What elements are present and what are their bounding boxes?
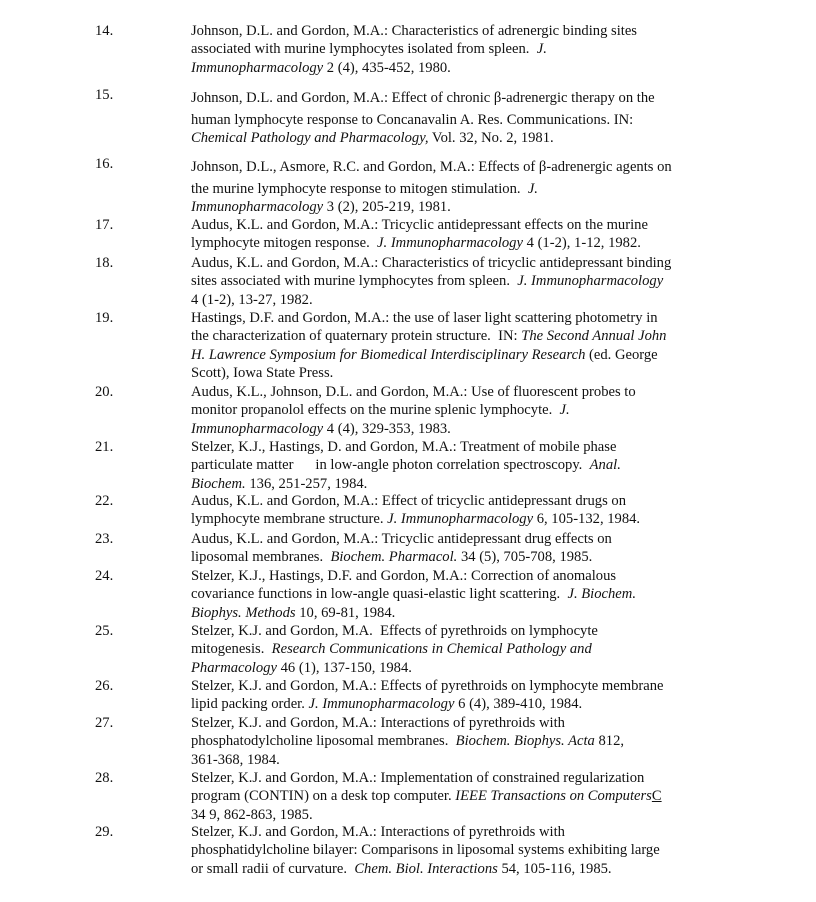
citation-line	[191, 198, 731, 216]
citation-text: Johnson, D.L., Asmore, R.C. and Gordon, M.A.: Effects of β-adrenergic agents on	[191, 159, 672, 175]
reference-number: 26.	[95, 678, 114, 694]
citation-text: Johnson, D.L. and Gordon, M.A.: Characteristics of adrenergic binding sites	[191, 23, 637, 39]
citation-text: 4 (4), 329-353, 1983.	[323, 420, 451, 437]
reference-citation	[191, 438, 731, 493]
citation-text: Audus, K.L. and Gordon, M.A.: Effect of tricyclic antidepressant drugs on	[191, 493, 627, 509]
journal-title: Immunopharmacology	[191, 199, 324, 216]
citation-text: phosphatodylcholine liposomal membranes.	[191, 733, 456, 750]
citation-text: (ed. George	[585, 346, 658, 363]
citation-text: particulate matter in low-angle photon correlation spectroscopy.	[191, 457, 590, 474]
citation-line	[191, 585, 731, 603]
journal-title: Biophys. Methods	[191, 604, 296, 621]
reference-number: 22.	[95, 493, 114, 509]
citation-text: covariance functions in low-angle quasi-elastic light scattering.	[191, 586, 568, 603]
citation-line	[191, 40, 731, 58]
reference-citation	[191, 155, 731, 217]
citation-line	[191, 659, 731, 677]
citation-line	[191, 129, 731, 147]
citation-text: or small radii of curvature.	[191, 860, 355, 877]
citation-text: Stelzer, K.J. and Gordon, M.A.: Interactions of pyrethroids with	[191, 824, 565, 840]
citation-line	[191, 510, 731, 528]
reference-number: 24.	[95, 568, 114, 584]
journal-title: Biochem. Pharmacol.	[330, 549, 458, 566]
citation-text: 34 (5), 705-708, 1985.	[457, 549, 593, 566]
citation-text: Audus, K.L., Johnson, D.L. and Gordon, M.A.: Use of fluorescent probes to	[191, 384, 636, 400]
citation-text: Johnson, D.L. and Gordon, M.A.: Effect of chronic β-adrenergic therapy on the	[191, 90, 655, 106]
journal-title: Chem. Biol. Interactions	[354, 860, 498, 877]
journal-title: IEEE Transactions on Computers	[455, 788, 652, 805]
citation-text: mitogenesis.	[191, 641, 272, 658]
citation-text: the murine lymphocyte response to mitogen stimulation.	[191, 181, 528, 197]
citation-line	[191, 492, 731, 510]
citation-line	[191, 383, 731, 401]
reference-number: 16.	[95, 156, 114, 172]
citation-line	[191, 860, 731, 878]
citation-line	[191, 475, 731, 493]
reference-citation	[191, 383, 731, 438]
journal-title: The Second Annual John	[521, 328, 667, 345]
citation-text: human lymphocyte response to Concanavalin A. Res. Communications. IN:	[191, 112, 634, 128]
citation-line	[191, 714, 731, 732]
reference-citation	[191, 530, 731, 567]
citation-line	[191, 751, 731, 769]
journal-title: J. Biochem.	[567, 586, 636, 603]
journal-title: J. Immunopharmacology	[308, 696, 455, 713]
citation-text: 6 (4), 389-410, 1984.	[454, 696, 583, 713]
journal-title: Research Communications in Chemical Pathology and	[271, 641, 592, 658]
citation-text: 34 9, 862-863, 1985.	[191, 806, 313, 823]
citation-line	[191, 346, 731, 364]
citation-line	[191, 622, 731, 640]
citation-text: 54, 105-116, 1985.	[497, 860, 612, 877]
reference-citation	[191, 309, 731, 382]
journal-title: Biochem. Biophys. Acta	[455, 733, 595, 750]
reference-number: 14.	[95, 23, 114, 39]
citation-line	[191, 438, 731, 456]
reference-number: 19.	[95, 310, 114, 326]
reference-number: 21.	[95, 439, 114, 455]
citation-line	[191, 769, 731, 787]
citation-line	[191, 216, 731, 234]
reference-citation	[191, 714, 731, 769]
reference-citation	[191, 254, 731, 309]
citation-line	[191, 234, 731, 252]
citation-text: Stelzer, K.J., Hastings, D.F. and Gordon, M.A.: Correction of anomalous	[191, 568, 617, 584]
citation-text: 361-368, 1984.	[191, 751, 280, 768]
citation-line	[191, 364, 731, 382]
citation-text: Stelzer, K.J. and Gordon, M.A.: Effects of pyrethroids on lymphocyte membrane	[191, 678, 664, 694]
citation-text: lipid packing order.	[191, 696, 309, 713]
citation-line	[191, 254, 731, 272]
reference-number: 18.	[95, 255, 114, 271]
reference-citation	[191, 492, 731, 529]
reference-number: 28.	[95, 770, 114, 786]
journal-title: Immunopharmacology	[191, 420, 324, 437]
citation-line	[191, 155, 731, 180]
reference-citation	[191, 86, 731, 148]
citation-text: Audus, K.L. and Gordon, M.A.: Tricyclic antidepressant drug effects on	[191, 531, 612, 547]
citation-line	[191, 695, 731, 713]
reference-number: 20.	[95, 384, 114, 400]
citation-text: 4 (1-2), 1-12, 1982.	[522, 235, 641, 252]
citation-text: associated with murine lymphocytes isolated from spleen.	[191, 41, 537, 58]
reference-number: 15.	[95, 87, 114, 103]
citation-text: lymphocyte membrane structure.	[191, 511, 388, 528]
reference-citation	[191, 22, 731, 77]
citation-text: Hastings, D.F. and Gordon, M.A.: the use of laser light scattering photometry in	[191, 310, 658, 326]
citation-line	[191, 806, 731, 824]
citation-text: 812,	[594, 733, 625, 750]
citation-text: sites associated with murine lymphocytes from spleen.	[191, 273, 518, 290]
reference-citation	[191, 769, 731, 824]
citation-text: liposomal membranes.	[191, 549, 331, 566]
citation-line	[191, 291, 731, 309]
citation-line	[191, 530, 731, 548]
citation-text: 6, 105-132, 1984.	[533, 511, 641, 528]
reference-number: 29.	[95, 824, 114, 840]
journal-title: Chemical Pathology and Pharmacology,	[191, 130, 429, 147]
citation-text: the characterization of quaternary protein structure. IN:	[191, 328, 522, 345]
citation-text: phosphatidylcholine bilayer: Comparisons in liposomal systems exhibiting large	[191, 842, 660, 859]
citation-line	[191, 59, 731, 77]
citation-text: 136, 251-257, 1984.	[245, 475, 368, 492]
citation-line	[191, 841, 731, 859]
citation-line	[191, 272, 731, 290]
citation-line	[191, 309, 731, 327]
citation-text: 2 (4), 435-452, 1980.	[323, 59, 451, 76]
citation-line	[191, 111, 731, 129]
citation-line	[191, 787, 731, 805]
citation-text: Stelzer, K.J. and Gordon, M.A. Effects of pyrethroids on lymphocyte	[191, 623, 598, 639]
citation-text: Audus, K.L. and Gordon, M.A.: Tricyclic antidepressant effects on the murine	[191, 217, 648, 233]
journal-title: Anal.	[589, 457, 621, 474]
journal-title: J. Immunopharmacology	[387, 511, 534, 528]
citation-line	[191, 456, 731, 474]
journal-title: Biochem.	[191, 475, 246, 492]
citation-line	[191, 420, 731, 438]
citation-line	[191, 640, 731, 658]
journal-title: J.	[559, 402, 570, 419]
citation-text: lymphocyte mitogen response.	[191, 235, 378, 252]
citation-line	[191, 567, 731, 585]
citation-text: 3 (2), 205-219, 1981.	[323, 199, 451, 216]
journal-title: J. Immunopharmacology	[377, 235, 523, 252]
citation-text: monitor propanolol effects on the murine splenic lymphocyte.	[191, 402, 560, 419]
citation-text: 46 (1), 137-150, 1984.	[276, 659, 412, 676]
journal-title: H. Lawrence Symposium for Biomedical Interdisciplinary Research	[191, 346, 586, 363]
citation-text: 10, 69-81, 1984.	[295, 604, 396, 621]
citation-text: Stelzer, K.J., Hastings, D. and Gordon, M.A.: Treatment of mobile phase	[191, 439, 617, 455]
citation-line	[191, 677, 731, 695]
underlined-text: C	[651, 788, 662, 805]
citation-line	[191, 823, 731, 841]
reference-citation	[191, 216, 731, 253]
citation-line	[191, 604, 731, 622]
journal-title: J.	[527, 181, 538, 197]
citation-text: 4 (1-2), 13-27, 1982.	[191, 291, 313, 308]
journal-title: Immunopharmacology	[191, 59, 324, 76]
citation-line	[191, 180, 731, 198]
citation-text: Stelzer, K.J. and Gordon, M.A.: Implementation of constrained regularization	[191, 770, 645, 786]
citation-line	[191, 22, 731, 40]
citation-text: Audus, K.L. and Gordon, M.A.: Characteristics of tricyclic antidepressant binding	[191, 255, 672, 271]
reference-citation	[191, 677, 731, 714]
citation-line	[191, 732, 731, 750]
reference-citation	[191, 622, 731, 677]
citation-line	[191, 548, 731, 566]
reference-number: 23.	[95, 531, 114, 547]
journal-title: J. Immunopharmacology	[517, 273, 664, 290]
reference-number: 25.	[95, 623, 114, 639]
citation-text: program (CONTIN) on a desk top computer.	[191, 788, 456, 805]
reference-citation	[191, 567, 731, 622]
citation-text: Scott), Iowa State Press.	[191, 364, 334, 381]
citation-text: Stelzer, K.J. and Gordon, M.A.: Interactions of pyrethroids with	[191, 715, 565, 731]
citation-line	[191, 401, 731, 419]
journal-title: Pharmacology	[191, 659, 277, 676]
reference-number: 17.	[95, 217, 114, 233]
reference-citation	[191, 823, 731, 878]
reference-number: 27.	[95, 715, 114, 731]
citation-text: Vol. 32, No. 2, 1981.	[428, 130, 554, 147]
citation-line	[191, 86, 731, 111]
citation-line	[191, 327, 731, 345]
journal-title: J.	[536, 41, 547, 58]
